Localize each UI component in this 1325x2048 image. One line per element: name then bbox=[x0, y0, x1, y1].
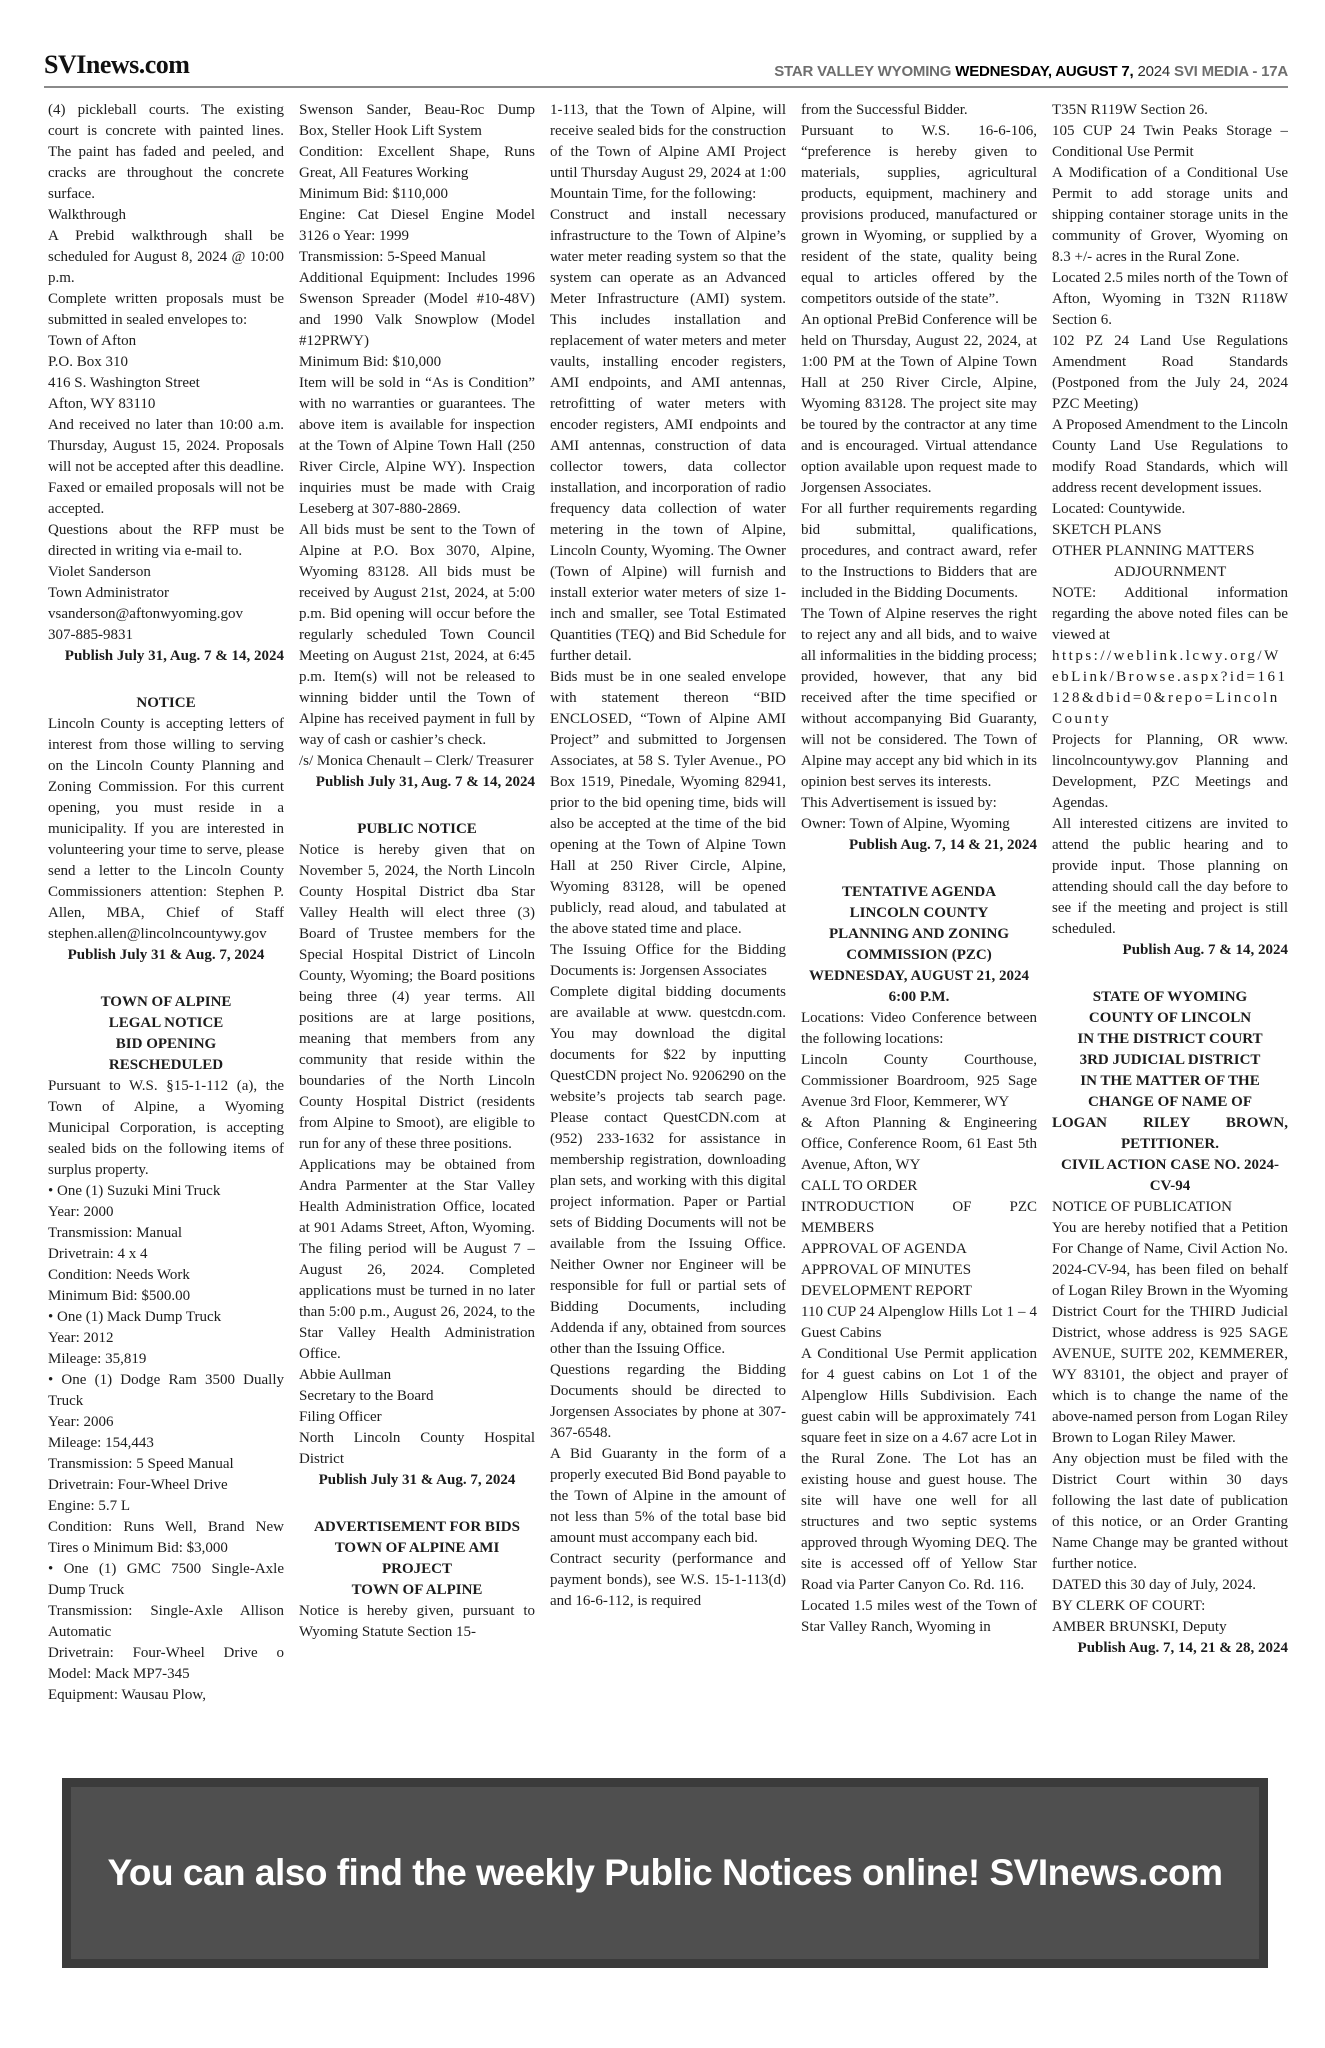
notice-heading: TOWN OF ALPINE bbox=[100, 994, 232, 1010]
notice-paragraph: For all further requirements regarding bid submittal, qualifications, procedures, and contract award, refer to the Instructions to Bidders that are included in the Bidding Documents. bbox=[801, 501, 1037, 601]
notice-paragraph: Filing Officer bbox=[299, 1409, 382, 1425]
notice-paragraph: North Lincoln County Hospital District bbox=[299, 1430, 535, 1467]
notice-heading: PUBLIC NOTICE bbox=[357, 821, 477, 837]
notice-paragraph: Bids must be in one sealed envelope with statement thereon “BID ENCLOSED, “Town of Alpine AMI Project” and submitted to Jorgensen Associates, at 58 S. Tyler Avenue., PO Box 1519, Pinedale, Wyoming 82941, prior to the bid opening time, bids will also be accepted at the time of the bid opening at the Town of Alpine Town Hall at 250 River Circle, Alpine, Wyoming 83128, will be opened publicly, read aloud, and tabulated at the above stated time and place. bbox=[550, 669, 786, 937]
notice-paragraph: 416 S. Washington Street bbox=[48, 375, 200, 391]
notice-paragraph: The Issuing Office for the Bidding Documents is: Jorgensen Associates bbox=[550, 942, 786, 979]
notice-paragraph: A Conditional Use Permit application for 4 guest cabins on Lot 1 of the Alpenglow Hills Subdivision. Each guest cabin will be approximately 741 square feet in size on a 4.67 acre Lot in the Rural Zone. The Lot has an existing house and guest house. The site will have one well for all structures and two septic systems approved through Wyoming DEQ. The site is accessed off of Yellow Star Road via Parter Canyon Co. Rd. 116. bbox=[801, 1346, 1037, 1593]
notice-paragraph: Secretary to the Board bbox=[299, 1388, 434, 1404]
notice-paragraph: 102 PZ 24 Land Use Regulations Amendment Road Standards (Postponed from the July 24, 2024 PZC Meeting) bbox=[1052, 333, 1288, 412]
notice-paragraph: Minimum Bid: $500.00 bbox=[48, 1288, 191, 1304]
notice-paragraph: • One (1) Mack Dump Truck bbox=[48, 1309, 222, 1325]
notice-paragraph: Additional Equipment: Includes 1996 Swenson Spreader (Model #10-48V) and 1990 Valk Snowplow (Model #12PRWY) bbox=[299, 270, 535, 349]
newspaper-logo: SVInews.com bbox=[44, 50, 190, 79]
notice-paragraph: • One (1) Suzuki Mini Truck bbox=[48, 1183, 221, 1199]
notice-heading: CIVIL ACTION CASE NO. 2024-CV-94 bbox=[1061, 1157, 1279, 1194]
notice-paragraph: Notice is hereby given, pursuant to Wyoming Statute Section 15- bbox=[299, 1603, 535, 1640]
notice-heading: TOWN OF ALPINE AMI PROJECT bbox=[334, 1540, 500, 1577]
notice-heading: TENTATIVE AGENDA bbox=[841, 884, 997, 900]
notice-paragraph: T35N R119W Section 26. bbox=[1052, 102, 1208, 118]
publish-line: Publish July 31 & Aug. 7, 2024 bbox=[318, 1472, 516, 1488]
notice-heading: IN THE MATTER OF THE bbox=[1080, 1073, 1260, 1089]
notice-paragraph: Complete written proposals must be submitted in sealed envelopes to: bbox=[48, 291, 284, 328]
notice-paragraph: Questions about the RFP must be directed in writing via e-mail to. bbox=[48, 522, 284, 559]
dateline-year: 2024 bbox=[1133, 63, 1175, 80]
notice-heading: BID OPENING bbox=[115, 1036, 217, 1052]
notice-heading: LINCOLN COUNTY bbox=[849, 905, 989, 921]
notice-paragraph: DEVELOPMENT REPORT bbox=[801, 1283, 972, 1299]
notice-heading: COMMISSION (PZC) bbox=[846, 947, 992, 963]
notice-column-3 bbox=[550, 100, 786, 1765]
notice-paragraph: SKETCH PLANS bbox=[1052, 522, 1162, 538]
notice-paragraph: 110 CUP 24 Alpenglow Hills Lot 1 – 4 Guest Cabins bbox=[801, 1304, 1037, 1341]
notice-paragraph: P.O. Box 310 bbox=[48, 354, 129, 370]
notice-paragraph: Drivetrain: Four-Wheel Drive bbox=[48, 1477, 228, 1493]
publish-line: Publish July 31, Aug. 7 & 14, 2024 bbox=[64, 648, 284, 664]
notice-heading: LEGAL NOTICE bbox=[108, 1015, 224, 1031]
notice-paragraph: All interested citizens are invited to attend the public hearing and to provide input. Those planning on attending should call the day before to see if the meeting and project is still scheduled. bbox=[1052, 816, 1288, 937]
notice-paragraph: A Bid Guaranty in the form of a properly executed Bid Bond payable to the Town of Alpine in the amount of not less than 5% of the total base bid amount must accompany each bid. bbox=[550, 1446, 786, 1546]
notice-paragraph: This Advertisement is issued by: bbox=[801, 795, 997, 811]
notice-paragraph: Engine: Cat Diesel Engine Model 3126 o Year: 1999 bbox=[299, 207, 535, 244]
notice-paragraph: Any objection must be filed with the District Court within 30 days following the last date of publication of this notice, or an Order Granting Name Change may be granted without further notice. bbox=[1052, 1451, 1288, 1572]
notice-heading: PLANNING AND ZONING bbox=[828, 926, 1009, 942]
notice-paragraph: Minimum Bid: $10,000 bbox=[299, 354, 442, 370]
notice-paragraph: Projects for Planning, OR www. lincolncountywy.gov Planning and Development, PZC Meetings and Agendas. bbox=[1052, 732, 1288, 811]
publish-line: Publish July 31 & Aug. 7, 2024 bbox=[67, 947, 265, 963]
notice-paragraph: CALL TO ORDER bbox=[801, 1178, 918, 1194]
notice-paragraph: Walkthrough bbox=[48, 207, 126, 223]
publish-line: Publish July 31, Aug. 7 & 14, 2024 bbox=[315, 774, 535, 790]
notice-gap bbox=[801, 856, 1037, 882]
notice-paragraph: Transmission: Single-Axle Allison Automatic bbox=[48, 1603, 284, 1640]
notice-paragraph: The Town of Alpine reserves the right to reject any and all bids, and to waive all informalities in the bidding process; provided, however, that any bid received after the time specified or without accompanying Bid Guaranty, will not be considered. The Town of Alpine may accept any bid which in its opinion best serves its interests. bbox=[801, 606, 1037, 790]
notice-paragraph: & Afton Planning & Engineering Office, Conference Room, 61 East 5th Avenue, Afton, WY bbox=[801, 1115, 1037, 1173]
notice-paragraph: Afton, WY 83110 bbox=[48, 396, 156, 412]
notice-heading: LOGAN RILEY BROWN, bbox=[1052, 1115, 1288, 1131]
notice-paragraph: Item will be sold in “As is Condition” with no warranties or guarantees. The above item is available for inspection at the Town of Alpine Town Hall (250 River Circle, Alpine WY). Inspection inquiries must be made with Craig Leseberg at 307-880-2869. bbox=[299, 375, 535, 517]
notice-paragraph: AMBER BRUNSKI, Deputy bbox=[1052, 1619, 1227, 1635]
notice-paragraph: You are hereby notified that a Petition For Change of Name, Civil Action No. 2024-CV-94, has been filed on behalf of Logan Riley Brown in the Wyoming District Court for the THIRD Judicial District, whose address is 925 SAGE AVENUE, SUITE 202, KEMMERER, WY 83101, the object and prayer of which is to change the name of the above-named person from Logan Riley Brown to Logan Riley Mawer. bbox=[1052, 1220, 1288, 1446]
notice-paragraph: OTHER PLANNING MATTERS bbox=[1052, 543, 1255, 559]
notice-paragraph: Questions regarding the Bidding Documents should be directed to Jorgensen Associates by phone at 307-367-6548. bbox=[550, 1362, 786, 1441]
notice-paragraph: (4) pickleball courts. The existing court is concrete with painted lines. The paint has faded and peeled, and cracks are throughout the concrete surface. bbox=[48, 102, 284, 202]
notice-paragraph: NOTE: Additional information regarding the above noted files can be viewed at bbox=[1052, 585, 1288, 643]
notice-paragraph: Town of Afton bbox=[48, 333, 137, 349]
notice-paragraph: Year: 2006 bbox=[48, 1414, 114, 1430]
notice-paragraph: Drivetrain: Four-Wheel Drive o Model: Mack MP7-345 bbox=[48, 1645, 284, 1682]
notice-paragraph: Lincoln County is accepting letters of interest from those willing to serving on the Lincoln County Planning and Zoning Commission. For this current opening, you must reside in a municipality. If you are interested in volunteering your time to serve, please send a letter to the Lincoln County Commissioners attention: Stephen P. Allen, MBA, Chief of Staff stephen.allen@lincolncountywy.gov bbox=[48, 716, 284, 942]
notice-paragraph: Year: 2000 bbox=[48, 1204, 114, 1220]
notice-paragraph: Engine: 5.7 L bbox=[48, 1498, 131, 1514]
notice-heading: TOWN OF ALPINE bbox=[351, 1582, 483, 1598]
notice-heading: NOTICE bbox=[136, 695, 196, 711]
notice-paragraph: NOTICE OF PUBLICATION bbox=[1052, 1199, 1232, 1215]
notice-paragraph: Minimum Bid: $110,000 bbox=[299, 186, 449, 202]
notice-paragraph: Notice is hereby given that on November 5, 2024, the North Lincoln County Hospital District dba Star Valley Health will elect three (3) Board of Trustee members for the Special Hospital District of Lincoln County, Wyoming; the Board positions being three (4) year terms. All positions are at large positions, meaning that members from any community that reside within the boundaries of the North Lincoln County Hospital District (residents from Alpine to Smoot), are eligible to run for any of these three positions. bbox=[299, 842, 535, 1152]
notice-paragraph: Equipment: Wausau Plow, bbox=[48, 1687, 206, 1703]
notice-heading: CHANGE OF NAME OF bbox=[1087, 1094, 1253, 1110]
notice-paragraph: A Prebid walkthrough shall be scheduled for August 8, 2024 @ 10:00 p.m. bbox=[48, 228, 284, 286]
notice-gap bbox=[299, 793, 535, 819]
notice-paragraph: https://weblink.lcwy.org/WebLink/Browse.aspx?id=161128&dbid=0&repo=LincolnCounty bbox=[1052, 648, 1288, 727]
notice-paragraph: All bids must be sent to the Town of Alpine at P.O. Box 3070, Alpine, Wyoming 83128. All bids must be received by August 21st, 2024, at 5:00 p.m. Bid opening will occur before the regularly scheduled Town Council Meeting on August 21st, 2024, at 6:45 p.m. Item(s) will not be released to winning bidder until the Town of Alpine has received payment in full by way of cash or cashier’s check. bbox=[299, 522, 535, 748]
notice-paragraph: Lincoln County Courthouse, Commissioner Boardroom, 925 Sage Avenue 3rd Floor, Kemmerer, WY bbox=[801, 1052, 1037, 1110]
notice-heading: 3RD JUDICIAL DISTRICT bbox=[1079, 1052, 1261, 1068]
notice-paragraph: vsanderson@aftonwyoming.gov bbox=[48, 606, 244, 622]
notice-paragraph: Condition: Needs Work bbox=[48, 1267, 190, 1283]
notice-paragraph: Mileage: 154,443 bbox=[48, 1435, 154, 1451]
notice-heading: IN THE DISTRICT COURT bbox=[1077, 1031, 1263, 1047]
notice-paragraph: Transmission: 5 Speed Manual bbox=[48, 1456, 234, 1472]
notice-paragraph: from the Successful Bidder. bbox=[801, 102, 968, 118]
notice-paragraph: APPROVAL OF MINUTES bbox=[801, 1262, 972, 1278]
notice-paragraph: Condition: Excellent Shape, Runs Great, All Features Working bbox=[299, 144, 535, 181]
publish-line: Publish Aug. 7 & 14, 2024 bbox=[1122, 942, 1288, 958]
notice-paragraph: An optional PreBid Conference will be held on Thursday, August 22, 2024, at 1:00 PM at the Town of Alpine Town Hall at 250 River Circle, Alpine, Wyoming 83128. The project site may be toured by the contractor at any time and is encouraged. Virtual attendance option available upon request made to Jorgensen Associates. bbox=[801, 312, 1037, 496]
notice-paragraph: APPROVAL OF AGENDA bbox=[801, 1241, 967, 1257]
notice-column-5 bbox=[1052, 100, 1288, 1765]
notice-heading: PETITIONER. bbox=[1121, 1136, 1219, 1152]
notice-heading: WEDNESDAY, AUGUST 21, 2024 bbox=[809, 968, 1029, 984]
notice-paragraph: Located 2.5 miles north of the Town of Afton, Wyoming in T32N R118W Section 6. bbox=[1052, 270, 1288, 328]
notice-paragraph: Condition: Runs Well, Brand New Tires o Minimum Bid: $3,000 bbox=[48, 1519, 284, 1556]
notice-paragraph: /s/ Monica Chenault – Clerk/ Treasurer bbox=[299, 753, 534, 769]
notice-paragraph: ADJOURNMENT bbox=[1113, 564, 1227, 580]
notice-column-1 bbox=[48, 100, 284, 1765]
notice-column-2 bbox=[299, 100, 535, 1765]
notice-paragraph: 1-113, that the Town of Alpine, will receive sealed bids for the construction of the Town of Alpine AMI Project until Thursday August 29, 2024 at 1:00 Mountain Time, for the following: bbox=[550, 102, 786, 202]
notice-paragraph: BY CLERK OF COURT: bbox=[1052, 1598, 1206, 1614]
notice-paragraph: Located: Countywide. bbox=[1052, 501, 1186, 517]
dateline bbox=[774, 63, 1288, 80]
notice-gap bbox=[299, 1491, 535, 1517]
notice-gap bbox=[48, 966, 284, 992]
notice-paragraph: • One (1) GMC 7500 Single-Axle Dump Truck bbox=[48, 1561, 284, 1598]
notice-paragraph: Drivetrain: 4 x 4 bbox=[48, 1246, 148, 1262]
public-notices-banner bbox=[62, 1778, 1268, 1968]
notice-heading: 6:00 P.M. bbox=[888, 989, 950, 1005]
masthead bbox=[44, 36, 1288, 88]
notice-paragraph: • One (1) Dodge Ram 3500 Dually Truck bbox=[48, 1372, 284, 1409]
notice-gap bbox=[48, 667, 284, 693]
notice-paragraph: And received no later than 10:00 a.m. Thursday, August 15, 2024. Proposals will not be accepted after this deadline. Faxed or emailed proposals will not be accepted. bbox=[48, 417, 284, 517]
notice-paragraph: Locations: Video Conference between the following locations: bbox=[801, 1010, 1037, 1047]
notice-heading: STATE OF WYOMING bbox=[1092, 989, 1248, 1005]
notice-paragraph: A Modification of a Conditional Use Permit to add storage units and shipping container storage units in the community of Grover, Wyoming on 8.3 +/- acres in the Rural Zone. bbox=[1052, 165, 1288, 265]
dateline-date: WEDNESDAY, AUGUST 7, bbox=[955, 63, 1134, 80]
notice-paragraph: Abbie Aullman bbox=[299, 1367, 392, 1383]
dateline-media: SVI MEDIA - 17A bbox=[1174, 63, 1288, 80]
notice-paragraph: DATED this 30 day of July, 2024. bbox=[1052, 1577, 1257, 1593]
notice-paragraph: Town Administrator bbox=[48, 585, 170, 601]
publish-line: Publish Aug. 7, 14, 21 & 28, 2024 bbox=[1077, 1640, 1288, 1656]
notice-paragraph: Year: 2012 bbox=[48, 1330, 114, 1346]
notice-paragraph: Construct and install necessary infrastructure to the Town of Alpine’s water meter reading system so that the system can operate as an Advanced Meter Infrastructure (AMI) system. This includes installation and replacement of water meters and meter vaults, installing encoder registers, AMI endpoints, and AMI antennas, retrofitting of water meters with encoder registers, AMI endpoints and AMI antennas, construction of data collector towers, data collector installation, and incorporation of radio frequency data collection of water metering in the town of Alpine, Lincoln County, Wyoming. The Owner (Town of Alpine) will furnish and install exterior water meters of size 1-inch and smaller, see Total Estimated Quantities (TEQ) and Bid Schedule for further detail. bbox=[550, 207, 786, 664]
notice-heading: RESCHEDULED bbox=[108, 1057, 224, 1073]
notice-paragraph: Complete digital bidding documents are available at www. questcdn.com. You may download the digital documents for $22 by inputting QuestCDN project No. 9206290 on the website’s projects tab search page. Please contact QuestCDN.com at (952) 233-1632 for assistance in membership registration, downloading plan sets, and working with this digital project information. Paper or Partial sets of Bidding Documents will not be available from the Issuing Office. Neither Owner nor Engineer will be responsible for full or partial sets of Bidding Documents, including Addenda if any, obtained from sources other than the Issuing Office. bbox=[550, 984, 786, 1357]
notice-paragraph: Transmission: Manual bbox=[48, 1225, 183, 1241]
notice-columns bbox=[48, 100, 1288, 1765]
notice-paragraph: Owner: Town of Alpine, Wyoming bbox=[801, 816, 1010, 832]
notice-paragraph: Contract security (performance and payment bonds), see W.S. 15-1-113(d) and 16-6-112, is required bbox=[550, 1551, 786, 1609]
notice-paragraph: INTRODUCTION OF PZC MEMBERS bbox=[801, 1199, 1037, 1236]
notice-paragraph: A Proposed Amendment to the Lincoln County Land Use Regulations to modify Road Standards, which will address recent development issues. bbox=[1052, 417, 1288, 496]
notice-paragraph: Transmission: 5-Speed Manual bbox=[299, 249, 486, 265]
notice-paragraph: Applications may be obtained from Andra Parmenter at the Star Valley Health Administration Office, located at 901 Adams Street, Afton, Wyoming. The filing period will be August 7 – August 26, 2024. Completed applications must be turned in no later than 5:00 p.m., August 26, 2024, to the Star Valley Health Administration Office. bbox=[299, 1157, 535, 1362]
notice-heading: COUNTY OF LINCOLN bbox=[1088, 1010, 1252, 1026]
notice-paragraph: Swenson Sander, Beau-Roc Dump Box, Steller Hook Lift System bbox=[299, 102, 535, 139]
notice-heading: ADVERTISEMENT FOR BIDS bbox=[314, 1519, 520, 1535]
notice-paragraph: Violet Sanderson bbox=[48, 564, 151, 580]
banner-text: You can also find the weekly Public Notices online! SVInews.com bbox=[107, 1852, 1223, 1893]
notice-paragraph: Pursuant to W.S. §15-1-112 (a), the Town of Alpine, a Wyoming Municipal Corporation, is accepting sealed bids on the following items of surplus property. bbox=[48, 1078, 284, 1178]
notice-paragraph: 105 CUP 24 Twin Peaks Storage – Conditional Use Permit bbox=[1052, 123, 1288, 160]
dateline-location: STAR VALLEY WYOMING bbox=[774, 63, 956, 80]
notice-column-4 bbox=[801, 100, 1037, 1765]
publish-line: Publish Aug. 7, 14 & 21, 2024 bbox=[849, 837, 1037, 853]
notice-paragraph: Located 1.5 miles west of the Town of Star Valley Ranch, Wyoming in bbox=[801, 1598, 1037, 1635]
notice-paragraph: Pursuant to W.S. 16-6-106, “preference is hereby given to materials, supplies, agricultural products, equipment, machinery and provisions produced, manufactured or grown in Wyoming, or supplied by a resident of the state, quality being equal to articles offered by the competitors outside of the state”. bbox=[801, 123, 1037, 307]
notice-paragraph: 307-885-9831 bbox=[48, 627, 133, 643]
notice-gap bbox=[1052, 961, 1288, 987]
notice-paragraph: Mileage: 35,819 bbox=[48, 1351, 147, 1367]
